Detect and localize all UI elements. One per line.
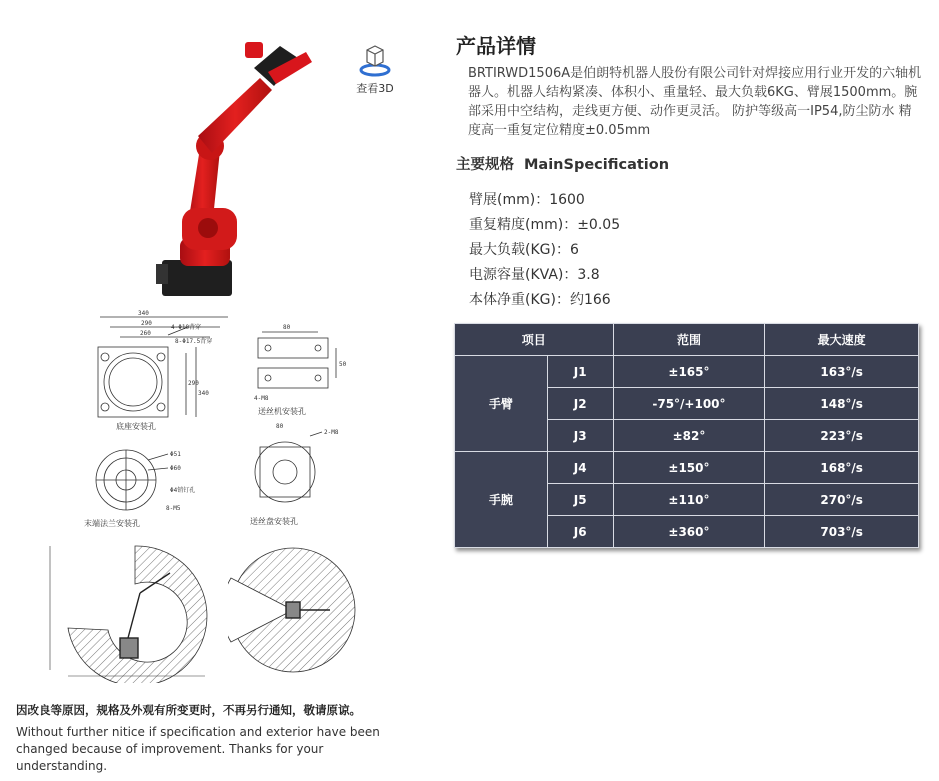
page-title: 产品详情: [456, 34, 536, 58]
cube-3d-icon: [358, 42, 392, 78]
spec-label: 重复精度(mm)：: [469, 217, 578, 233]
robot-arm-image: [150, 38, 320, 300]
base-dim-1: 290: [141, 320, 152, 327]
range-cell: ±360°: [613, 516, 765, 548]
base-caption: 底座安装孔: [116, 422, 156, 431]
group-wrist: 手腕: [455, 452, 548, 548]
axis-spec-table: [454, 323, 919, 548]
axis-cell: J4: [547, 452, 613, 484]
range-cell: ±165°: [613, 356, 765, 388]
wirespool-mounting-drawing: [240, 422, 360, 530]
spec-value: 约166: [569, 292, 611, 308]
spec-value: 1600: [549, 192, 585, 208]
spec-heading-cn: 主要规格: [456, 157, 514, 173]
feeder-mounting-drawing: [240, 318, 360, 418]
spec-item-reach: [469, 188, 620, 213]
base-mounting-drawing: [78, 305, 228, 435]
feeder-dim-2: 50: [339, 361, 347, 368]
range-cell: ±110°: [613, 484, 765, 516]
disclaimer-cn: 因改良等原因，规格及外观有所变更时，不再另行通知，敬请原谅。: [16, 703, 361, 717]
base-dim-4: 8-Φ17.5背穿: [175, 338, 213, 345]
spec-item-weight: [469, 288, 620, 313]
table-row: [455, 356, 919, 388]
range-cell: ±82°: [613, 420, 765, 452]
base-dim-6: 340: [198, 390, 209, 397]
base-dim-0: 340: [138, 310, 149, 317]
wirespool-caption: 送丝盘安装孔: [250, 517, 298, 526]
header-item: 项目: [455, 324, 614, 356]
flange-dim-3: 8-M5: [166, 505, 181, 512]
spec-value: 6: [569, 242, 579, 258]
spec-value: 3.8: [577, 267, 600, 283]
range-cell: ±150°: [613, 452, 765, 484]
table-row: [455, 452, 919, 484]
spec-item-payload: [469, 238, 620, 263]
spec-heading: [456, 153, 669, 174]
working-range-top-view: [228, 538, 358, 683]
spec-heading-en: MainSpecification: [524, 157, 670, 173]
header-speed: 最大速度: [765, 324, 919, 356]
flange-dim-2: Φ4销钉孔: [170, 487, 196, 494]
spec-item-repeatability: [469, 213, 620, 238]
speed-cell: 703°/s: [765, 516, 919, 548]
flange-dim-0: Φ51: [170, 451, 181, 458]
speed-cell: 223°/s: [765, 420, 919, 452]
axis-cell: J1: [547, 356, 613, 388]
view-3d-label: 查看3D: [356, 82, 394, 95]
axis-cell: J3: [547, 420, 613, 452]
spec-label: 最大负载(KG)：: [469, 242, 570, 258]
feeder-caption: 送丝机安装孔: [258, 407, 306, 416]
feeder-dim-1: 4-M8: [254, 395, 269, 402]
flange-dim-1: Φ60: [170, 465, 181, 472]
group-arm: 手臂: [455, 356, 548, 452]
flange-caption: 末端法兰安装孔: [84, 519, 140, 528]
product-description: BRTIRWD1506A是伯朗特机器人股份有限公司针对焊接应用行业开发的六轴机器人。机器人结构紧凑、体积小、重量轻、最大负载6KG、臂展1500mm。腕部采用中空结构，走线更方便、动作更灵活。 防护等级高一IP54,防尘防水 精度高一重复定位精度±0.05mm: [468, 66, 922, 138]
base-dim-2: 260: [140, 330, 151, 337]
range-cell: -75°/+100°: [613, 388, 765, 420]
disclaimer-en: Without further nitice if specification and exterior have been changed because of improvement. Thanks for your understanding.: [16, 725, 380, 773]
spec-list: [469, 188, 620, 313]
speed-cell: 270°/s: [765, 484, 919, 516]
disclaimer: [16, 702, 396, 775]
spec-item-power: [469, 263, 620, 288]
table-header-row: [455, 324, 919, 356]
axis-cell: J2: [547, 388, 613, 420]
speed-cell: 163°/s: [765, 356, 919, 388]
view-3d-button[interactable]: [352, 42, 398, 98]
wirespool-dim-0: 2-M8: [324, 429, 339, 436]
flange-mounting-drawing: [78, 440, 218, 535]
spec-label: 臂展(mm)：: [469, 192, 550, 208]
spec-label: 本体净重(KG)：: [469, 292, 570, 308]
wirespool-dim-1: 80: [276, 423, 284, 430]
spec-label: 电源容量(KVA)：: [469, 267, 578, 283]
base-dim-5: 290: [188, 380, 199, 387]
spec-value: ±0.05: [577, 217, 621, 233]
working-range-side-view: [40, 538, 220, 683]
header-range: 范围: [613, 324, 765, 356]
speed-cell: 168°/s: [765, 452, 919, 484]
speed-cell: 148°/s: [765, 388, 919, 420]
axis-cell: J6: [547, 516, 613, 548]
axis-cell: J5: [547, 484, 613, 516]
base-dim-3: 4-Φ10背穿: [171, 324, 202, 331]
feeder-dim-0: 80: [283, 324, 291, 331]
